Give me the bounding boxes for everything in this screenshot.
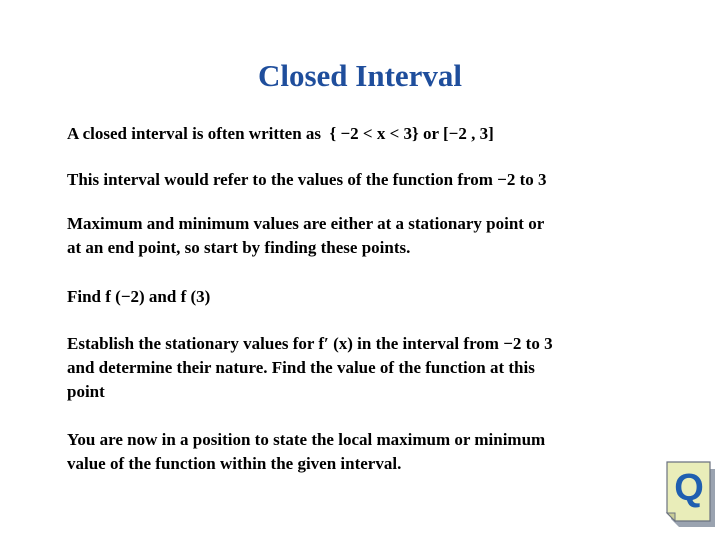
paragraph-find-endpoints: Find f (−2) and f (3) [67,287,211,306]
paragraph-conclusion: You are now in a position to state the local maximum or minimum value of the function within the given interval. [67,430,546,473]
badge-letter: Q [674,467,704,509]
paragraph-interval-meaning: This interval would refer to the values of the function from −2 to 3 [67,170,547,189]
slide-title: Closed Interval [257,58,463,93]
paragraph-interval-notation: A closed interval is often written as { −2 < x < 3} or [−2 , 3] [67,124,494,143]
question-badge-icon[interactable] [664,458,716,528]
paragraph-max-min-location: Maximum and minimum values are either at a stationary point or at an end point, so start by finding these points. [67,214,545,257]
paragraph-stationary-values: Establish the stationary values for f′ (x) in the interval from −2 to 3 and determine their nature. Find the value of the function at this point [67,334,553,401]
